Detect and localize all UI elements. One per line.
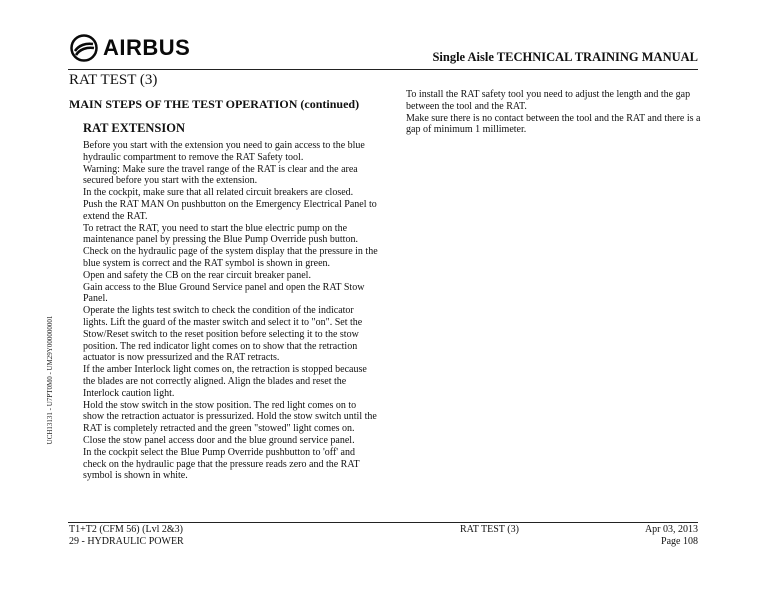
page-title: RAT TEST (3) — [69, 72, 158, 88]
footer-right — [645, 524, 698, 548]
footer-divider — [68, 522, 698, 523]
footer-topic: RAT TEST (3) — [460, 524, 519, 535]
manual-title: Single Aisle TECHNICAL TRAINING MANUAL — [432, 50, 698, 64]
paragraph: Hold the stow switch in the stow position. The red light comes on to show the retraction actuator is pressurized. Hold the stow switch until the RAT is completely retracted and the green "stowed" light comes on. — [83, 399, 377, 435]
paragraph: Gain access to the Blue Ground Service panel and open the RAT Stow Panel. — [83, 281, 365, 305]
paragraph: In the cockpit, make sure that all related circuit breakers are closed. — [83, 187, 354, 199]
paragraph: Open and safety the CB on the rear circuit breaker panel. — [83, 269, 311, 281]
paragraph: In the cockpit select the Blue Pump Override pushbutton to 'off' and check on the hydraulic page that the pressure reads zero and the RAT symbol is shown in white. — [83, 446, 360, 482]
paragraph: Operate the lights test switch to check the condition of the indicator lights. Lift the guard of the master switch and select it to "on". Set the Stow/Reset switch to the reset position before selecting it to the stow position. The red indicator light comes on to show that the retraction actuator is now pressurized and the RAT retracts. — [83, 305, 363, 364]
paragraph: If the amber Interlock light comes on, the retraction is stopped because the blades are not correctly aligned. Align the blades and reset the Interlock caution light. — [83, 364, 367, 399]
footer-left — [69, 524, 184, 548]
left-column-text — [83, 140, 379, 482]
paragraph: Before you start with the extension you need to gain access to the blue hydraulic compartment to remove the RAT Safety tool. — [83, 140, 365, 163]
paragraph: Make sure there is no contact between the tool and the RAT and there is a gap of minimum 1 millimeter. — [406, 112, 701, 136]
paragraph: To install the RAT safety tool you need to adjust the length and the gap between the tool and the RAT. — [406, 89, 691, 112]
paragraph: Check on the hydraulic page of the system display that the pressure in the blue system is correct and the RAT symbol is shown in green. — [83, 246, 378, 269]
footer-chapter: 29 - HYDRAULIC POWER — [69, 536, 184, 547]
paragraph: Warning: Make sure the travel range of the RAT is clear and the area secured before you start with the extension. — [83, 163, 358, 187]
section-heading: MAIN STEPS OF THE TEST OPERATION (continued) — [69, 97, 360, 111]
footer-page-number: Page 108 — [661, 536, 698, 547]
airbus-logo-text: AIRBUS — [103, 35, 191, 60]
paragraph: To retract the RAT, you need to start the blue electric pump on the maintenance panel by pressing the Blue Pump Override push button. — [83, 222, 358, 246]
document-reference-code: UCH13131 - U7PT0M0 - UM29Y000000001 — [46, 315, 54, 445]
footer-date: Apr 03, 2013 — [644, 524, 698, 535]
subsection-heading: RAT EXTENSION — [83, 121, 185, 135]
airbus-logo — [70, 33, 190, 63]
header-divider — [68, 69, 698, 70]
paragraph: Push the RAT MAN On pushbutton on the Emergency Electrical Panel to extend the RAT. — [83, 198, 377, 222]
footer-course-id: T1+T2 (CFM 56) (Lvl 2&3) — [69, 524, 183, 535]
right-column-text — [406, 89, 702, 136]
airbus-logo-icon — [70, 34, 98, 62]
paragraph: Close the stow panel access door and the blue ground service panel. — [83, 434, 355, 446]
